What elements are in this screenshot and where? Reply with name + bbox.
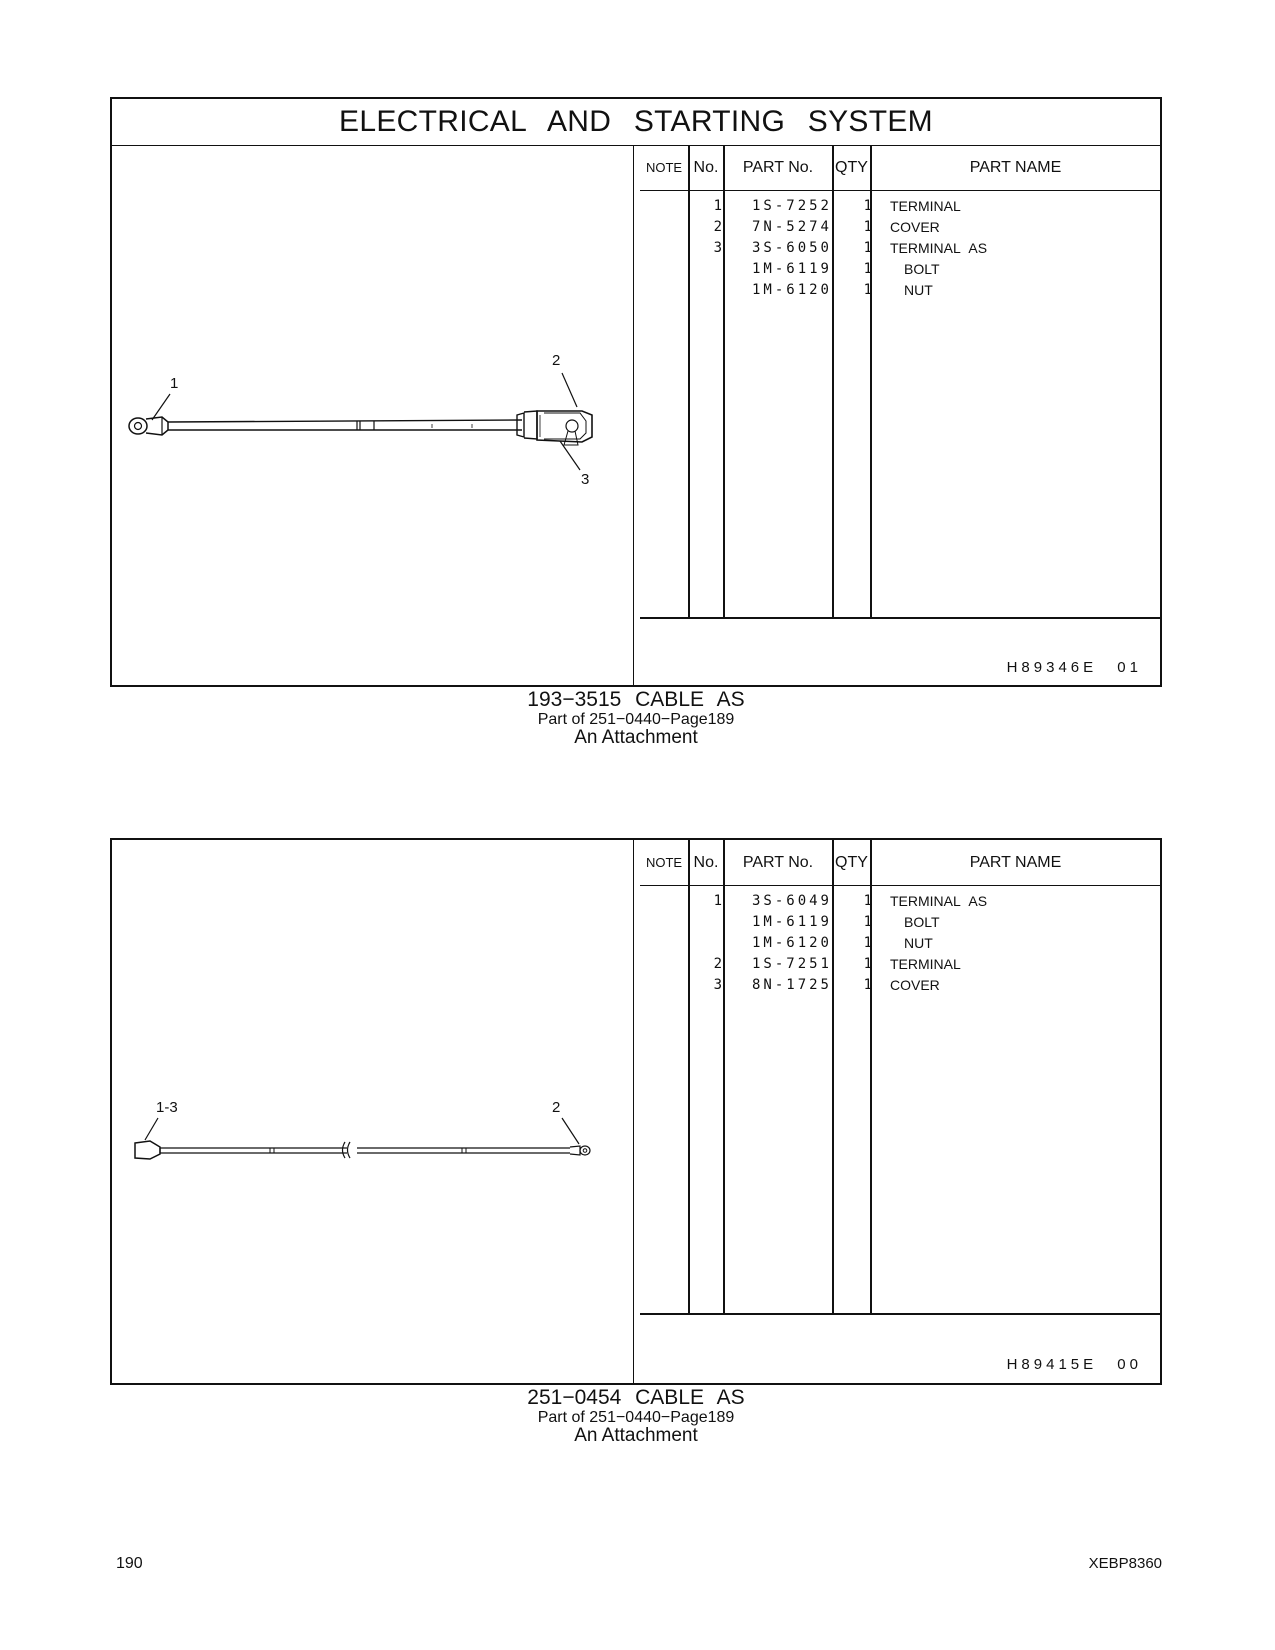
header-qty: QTY: [835, 159, 868, 176]
parts-panel-2: [110, 838, 1162, 1385]
header-note: NOTE: [645, 855, 683, 870]
table-row: [640, 261, 1160, 283]
callout-2: 2: [552, 352, 561, 369]
document-number: XEBP8360: [1088, 1555, 1162, 1572]
item-number: 1: [713, 198, 722, 214]
callout-1: 1: [170, 375, 179, 392]
table-row: [640, 935, 1160, 957]
caption-1: [110, 689, 1162, 747]
caption-2: [110, 1387, 1162, 1445]
caption-part-of: Part of 251−0440−Page189: [537, 711, 735, 728]
part-name: COVER: [890, 977, 940, 993]
part-number: 7N-5274: [751, 219, 832, 235]
caption-part-of: Part of 251−0440−Page189: [537, 1409, 735, 1426]
header-no: No.: [693, 854, 719, 871]
table-row: [640, 914, 1160, 936]
quantity: 1: [863, 935, 872, 951]
table-row: [640, 282, 1160, 304]
quantity: 1: [863, 977, 872, 993]
quantity: 1: [863, 914, 872, 930]
part-name: TERMINAL AS: [890, 893, 988, 909]
header-part-name: PART NAME: [969, 159, 1062, 176]
part-number: 1S-7252: [751, 198, 832, 214]
part-number: 3S-6050: [751, 240, 832, 256]
illustration-code: H89346E 01: [1006, 659, 1142, 676]
cable-illustration-2: [112, 840, 634, 1383]
table-row: [640, 977, 1160, 999]
part-name: BOLT: [904, 261, 940, 277]
item-number: 3: [713, 240, 722, 256]
parts-panel-1: [110, 97, 1162, 687]
quantity: 1: [863, 261, 872, 277]
header-no: No.: [693, 159, 719, 176]
illustration-panel-1: [112, 145, 634, 685]
header-part-name: PART NAME: [969, 854, 1062, 871]
callout-1-3: 1-3: [156, 1099, 178, 1116]
caption-title: 193−3515 CABLE AS: [527, 688, 745, 711]
part-number: 8N-1725: [751, 977, 832, 993]
part-name: NUT: [904, 935, 933, 951]
table-row: [640, 219, 1160, 241]
quantity: 1: [863, 956, 872, 972]
table-row: [640, 956, 1160, 978]
header-note: NOTE: [645, 160, 683, 175]
caption-note: An Attachment: [574, 727, 698, 748]
part-number: 1S-7251: [751, 956, 832, 972]
callout-3: 3: [581, 471, 590, 488]
parts-table-1: [640, 145, 1160, 685]
header-qty: QTY: [835, 854, 868, 871]
table-header: [640, 840, 1160, 886]
part-number: 3S-6049: [751, 893, 832, 909]
table-row: [640, 198, 1160, 220]
caption-note: An Attachment: [574, 1425, 698, 1446]
part-number: 1M-6119: [751, 261, 832, 277]
item-number: 2: [713, 956, 722, 972]
quantity: 1: [863, 893, 872, 909]
part-number: 1M-6120: [751, 935, 832, 951]
caption-title: 251−0454 CABLE AS: [527, 1386, 745, 1409]
page-title: ELECTRICAL AND STARTING SYSTEM: [112, 99, 1160, 146]
header-part-no: PART No.: [742, 854, 814, 871]
table-row: [640, 893, 1160, 915]
part-number: 1M-6119: [751, 914, 832, 930]
table-header: [640, 145, 1160, 191]
quantity: 1: [863, 198, 872, 214]
callout-2: 2: [552, 1099, 561, 1116]
page-number: 190: [116, 1555, 143, 1572]
illustration-panel-2: [112, 840, 634, 1383]
part-number: 1M-6120: [751, 282, 832, 298]
quantity: 1: [863, 240, 872, 256]
part-name: NUT: [904, 282, 933, 298]
part-name: TERMINAL: [890, 956, 961, 972]
part-name: COVER: [890, 219, 940, 235]
cable-illustration-1: [112, 145, 634, 685]
item-number: 3: [713, 977, 722, 993]
quantity: 1: [863, 282, 872, 298]
header-part-no: PART No.: [742, 159, 814, 176]
part-name: TERMINAL: [890, 198, 961, 214]
parts-table-2: [640, 840, 1160, 1383]
table-row: [640, 240, 1160, 262]
item-number: 1: [713, 893, 722, 909]
illustration-code: H89415E 00: [1006, 1356, 1142, 1373]
item-number: 2: [713, 219, 722, 235]
quantity: 1: [863, 219, 872, 235]
part-name: TERMINAL AS: [890, 240, 988, 256]
part-name: BOLT: [904, 914, 940, 930]
